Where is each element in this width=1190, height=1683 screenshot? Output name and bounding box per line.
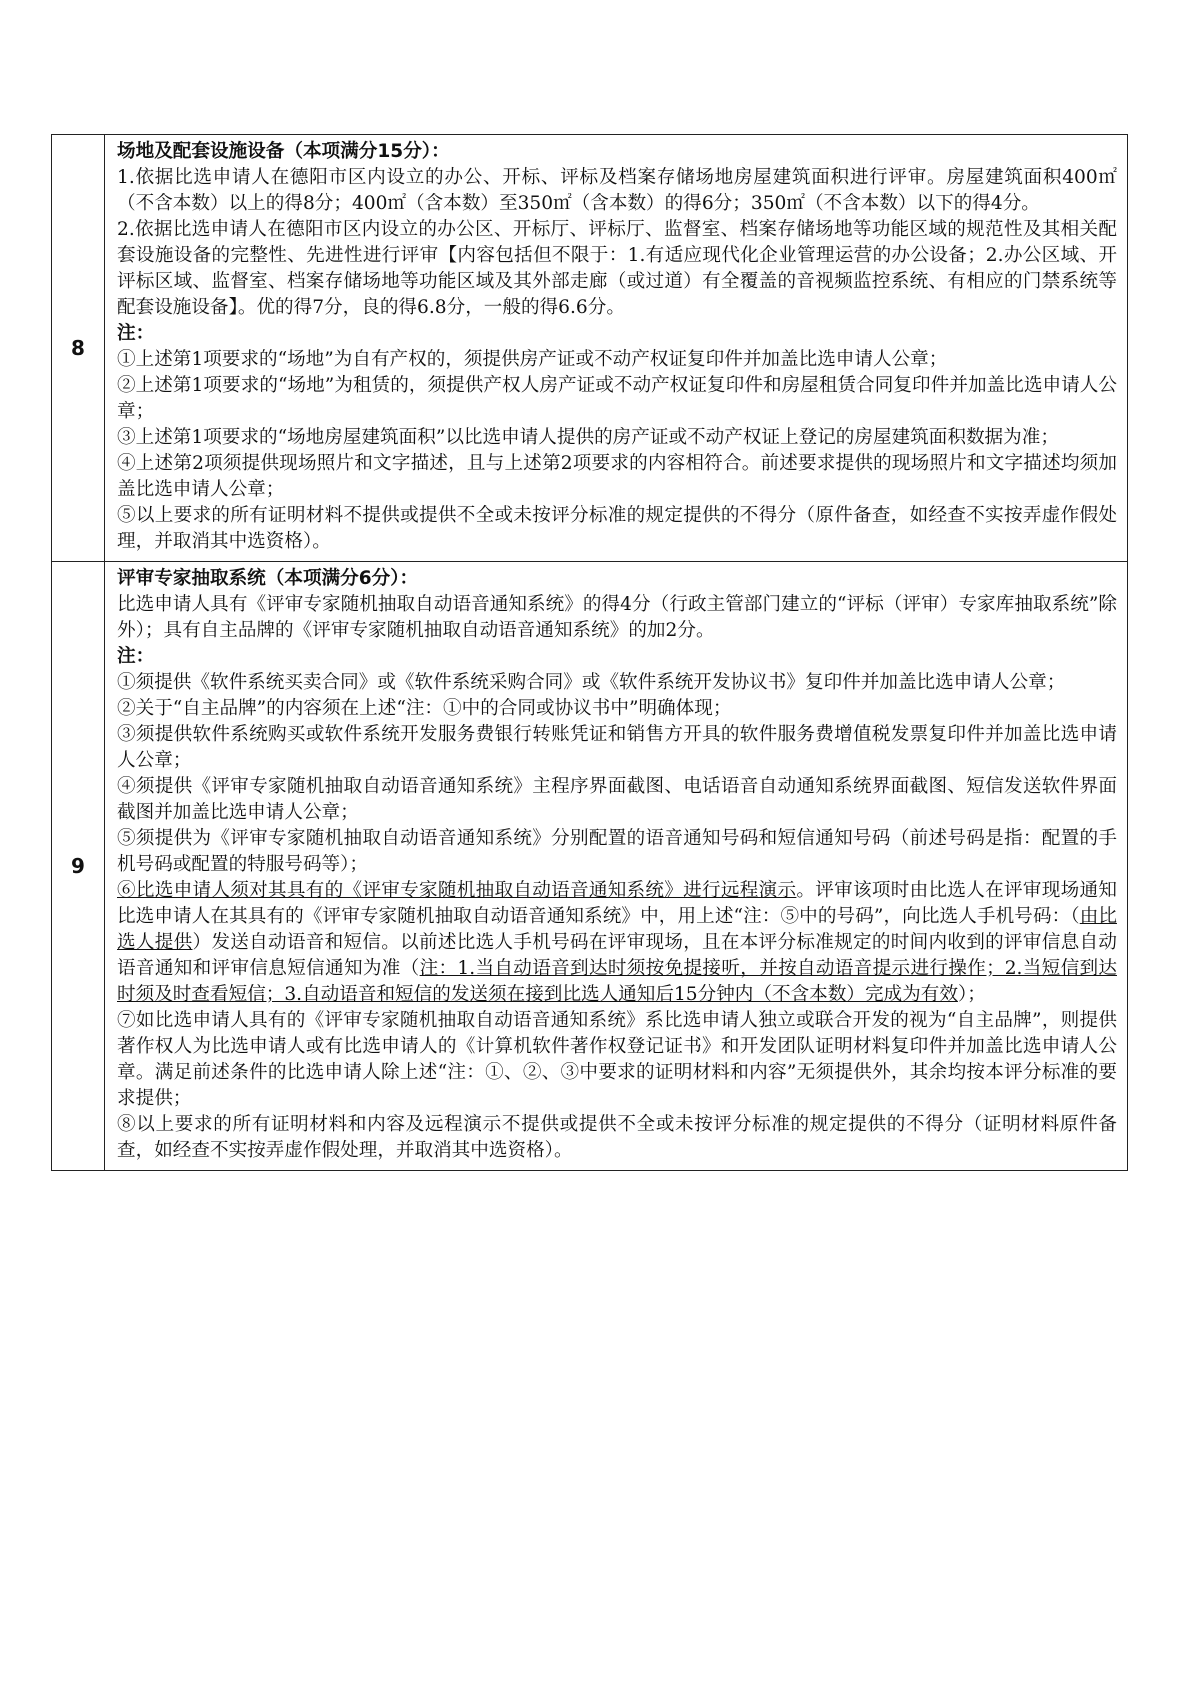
note-item: ④上述第2项须提供现场照片和文字描述，且与上述第2项要求的内容相符合。前述要求提供的现场照片和文字描述均须加盖比选申请人公章； (117, 453, 1117, 500)
row-number: 8 (52, 135, 105, 562)
note-text: 。评审该项时由比选人在评审现场通知比选申请人在其具有的《评审专家随机抽取自动语音通知系统》中，用上述“注：⑤中的号码”，向比选人手机号码：（ (117, 880, 1117, 927)
table-row (52, 135, 1128, 562)
note-item: ③上述第1项要求的“场地房屋建筑面积”以比选申请人提供的房产证或不动产权证上登记的房屋建筑面积数据为准； (117, 427, 1059, 448)
note-item: ①须提供《软件系统买卖合同》或《软件系统采购合同》或《软件系统开发协议书》复印件并加盖比选申请人公章； (117, 672, 1066, 693)
criteria-paragraph: 1.依据比选申请人在德阳市区内设立的办公、开标、评标及档案存储场地房屋建筑面积进行评审。房屋建筑面积400㎡（不含本数）以上的得8分；400㎡（含本数）至350㎡（含本数）的得6分；350㎡（不含本数）以下的得4分。 (117, 167, 1117, 214)
item-heading: 场地及配套设施设备（本项满分15分）： (117, 141, 450, 162)
note-item: ①上述第1项要求的“场地”为自有产权的，须提供房产证或不动产权证复印件并加盖比选申请人公章； (117, 349, 948, 370)
note-item: ②关于“自主品牌”的内容须在上述“注：①中的合同或协议书中”明确体现； (117, 698, 732, 719)
underlined-text: 注：1.当自动语音到达时须按免提接听，并按自动语音提示进行操作；2.当短信到达时须及时查看短信；3.自动语音和短信的发送须在接到比选人通知后15分钟内（不含本数）完成为有效 (117, 958, 1117, 1005)
note-item-remote-demo (117, 878, 1117, 1008)
note-item: ⑦如比选申请人具有的《评审专家随机抽取自动语音通知系统》系比选申请人独立或联合开发的视为“自主品牌”，则提供著作权人为比选申请人或有比选申请人的《计算机软件著作权登记证书》和开发团队证明材料复印件并加盖比选申请人公章。满足前述条件的比选申请人除上述“注：①、②、③中要求的证明材料和内容”无须提供外，其余均按本评分标准的要求提供； (117, 1010, 1117, 1109)
note-label: 注： (117, 323, 155, 344)
note-item: ②上述第1项要求的“场地”为租赁的，须提供产权人房产证或不动产权证复印件和房屋租赁合同复印件并加盖比选申请人公章； (117, 375, 1117, 422)
item-heading: 评审专家抽取系统（本项满分6分）： (117, 568, 419, 589)
underlined-text: ⑥比选申请人须对其具有的《评审专家随机抽取自动语音通知系统》进行远程演示 (117, 880, 797, 901)
note-item: ⑤以上要求的所有证明材料不提供或提供不全或未按评分标准的规定提供的不得分（原件备查，如经查不实按弄虚作假处理，并取消其中选资格）。 (117, 505, 1117, 552)
criteria-paragraph: 比选申请人具有《评审专家随机抽取自动语音通知系统》的得4分（行政主管部门建立的“评标（评审）专家库抽取系统”除外）；具有自主品牌的《评审专家随机抽取自动语音通知系统》的加2分。 (117, 594, 1117, 641)
criteria-paragraph: 2.依据比选申请人在德阳市区内设立的办公区、开标厅、评标厅、监督室、档案存储场地等功能区域的规范性及其相关配套设施设备的完整性、先进性进行评审【内容包括但不限于：1.有适应现代化企业管理运营的办公设备；2.办公区域、开评标区域、监督室、档案存储场地等功能区域及其外部走廊（或过道）有全覆盖的音视频监控系统、有相应的门禁系统等配套设施设备】。优的得7分，良的得6.8分，一般的得6.6分。 (117, 219, 1117, 318)
note-item: ⑧以上要求的所有证明材料和内容及远程演示不提供或提供不全或未按评分标准的规定提供的不得分（证明材料原件备查，如经查不实按弄虚作假处理，并取消其中选资格）。 (117, 1114, 1117, 1161)
table-row (52, 562, 1128, 1171)
note-label: 注： (117, 646, 155, 667)
row-content (105, 135, 1128, 562)
scoring-table (51, 134, 1128, 1171)
note-item: ⑤须提供为《评审专家随机抽取自动语音通知系统》分别配置的语音通知号码和短信通知号码（前述号码是指：配置的手机号码或配置的特服号码等）； (117, 828, 1117, 875)
note-text: ）发送自动语音和短信。以前述比选人手机号码在评审现场，且在本评分标准规定的时间内收到的评审信息自动语音通知和评审信息短信通知为准（ (117, 932, 1117, 979)
note-item: ④须提供《评审专家随机抽取自动语音通知系统》主程序界面截图、电话语音自动通知系统界面截图、短信发送软件界面截图并加盖比选申请人公章； (117, 776, 1117, 823)
row-content (105, 562, 1128, 1171)
underlined-text: 由比选人提供 (117, 906, 1117, 953)
note-text: ）； (957, 984, 986, 1005)
row-number: 9 (52, 562, 105, 1171)
note-item: ③须提供软件系统购买或软件系统开发服务费银行转账凭证和销售方开具的软件服务费增值税发票复印件并加盖比选申请人公章； (117, 724, 1117, 771)
